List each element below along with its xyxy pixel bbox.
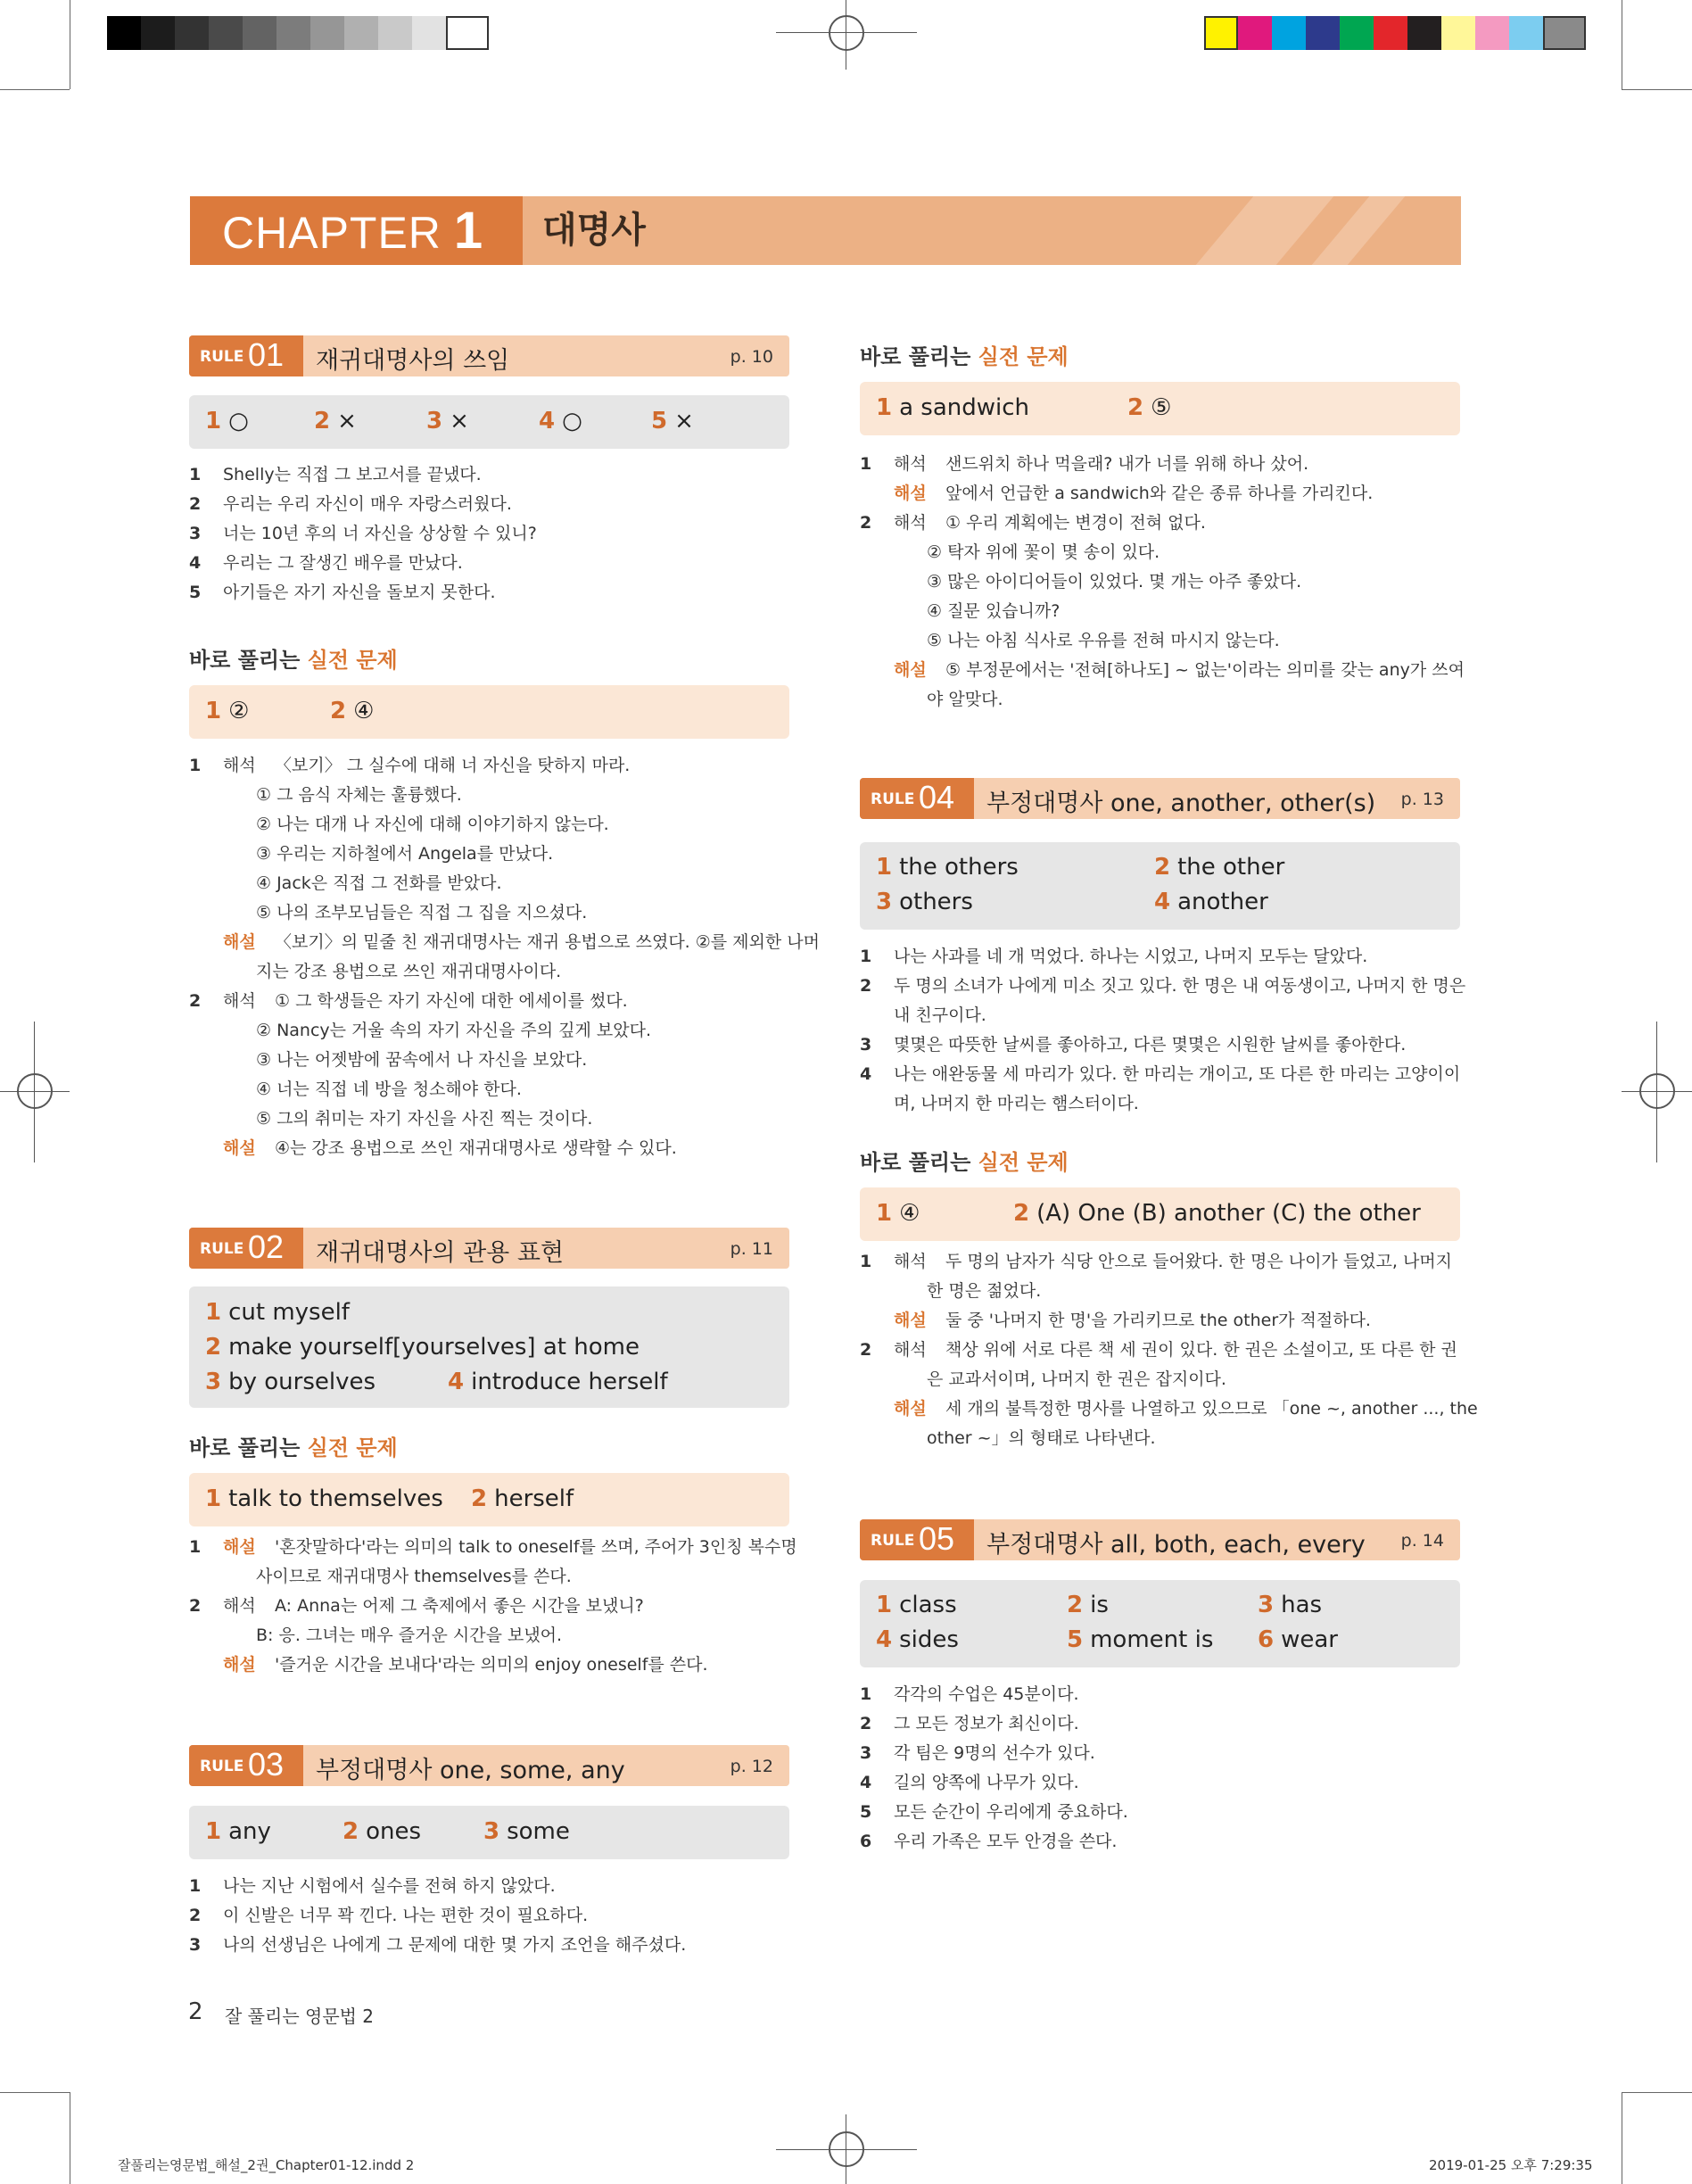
rule-03-answers: 1 any 2 ones 3 some: [189, 1806, 789, 1859]
rule-01-header: RULE 01 재귀대명사의 쓰임 p. 10: [189, 335, 789, 376]
practice-03-explanations: 1 해석 샌드위치 하나 먹을래? 내가 너를 위해 하나 샀어. 해설 앞에서 언급한 a sandwich와 같은 종류 하나를 가리킨다. 2 해석 ① 우리 계획에는 변경이 전혀 없다. ② 탁자 위에 꽃이 몇 송이 있다. ③ 많은 아이디어들이 있었다. 몇 개는 아주 좋았다. ④ 질문 있습니까? ⑤ 나는 아침 식사로 우유를 전혀 마시지 않는다. 해설 ⑤ 부정문에서는 '전혀[하나도] ~ 없는'이라는 의미를 갖는 any가 쓰여 야 알맞다.: [860, 454, 1465, 709]
rule-01-explanations: 1 Shelly는 직접 그 보고서를 끝냈다. 2 우리는 우리 자신이 매우 자랑스러웠다. 3 너는 10년 후의 너 자신을 상상할 수 있니? 4 우리는 그 잘생긴 배우를 만났다. 5 아기들은 자기 자신을 돌보지 못한다.: [189, 465, 537, 602]
rule-02-header: RULE 02 재귀대명사의 관용 표현 p. 11: [189, 1228, 789, 1269]
rule-03-page: p. 12: [730, 1757, 773, 1776]
rule-05-explanations: 1 각각의 수업은 45분이다. 2 그 모든 정보가 최신이다. 3 각 팀은 9명의 선수가 있다. 4 길의 양쪽에 나무가 있다. 5 모든 순간이 우리에게 중요하다. 6 우리 가족은 모두 안경을 쓴다.: [860, 1684, 1128, 1851]
rule-05-header: RULE 05 부정대명사 all, both, each, every p. 14: [860, 1519, 1460, 1560]
rule-01-answers: 1 ○ 2 × 3 × 4 ○ 5 ×: [189, 395, 789, 449]
rule-03-header: RULE 03 부정대명사 one, some, any p. 12: [189, 1745, 789, 1786]
rule-05-answers: 1 class 2 is 3 has 4 sides 5 moment is 6 wear: [860, 1580, 1460, 1667]
practice-02-explanations: 1 해설 '혼잣말하다'라는 의미의 talk to oneself를 쓰며, 주어가 3인칭 복수명 사이므로 재귀대명사 themselves를 쓴다. 2 해석 A: Anna는 어제 그 축제에서 좋은 시간을 보냈니? B: 응. 그녀는 매우 즐거운 시간을 보냈어. 해설 '즐거운 시간을 보내다'라는 의미의 enjoy oneself를 쓴다.: [189, 1537, 797, 1675]
practice-heading-04: 바로 풀리는 실전 문제: [860, 1150, 1069, 1175]
chapter-label: CHAPTER 1: [190, 196, 523, 265]
practice-01-answers: 1 ② 2 ④: [189, 685, 789, 739]
rule-03-title: 부정대명사 one, some, any: [316, 1757, 625, 1784]
rule-04-title: 부정대명사 one, another, other(s): [986, 790, 1376, 817]
rule-04-header: RULE 04 부정대명사 one, another, other(s) p. 13: [860, 778, 1460, 819]
rule-05-page: p. 14: [1400, 1531, 1444, 1551]
rule-04-page: p. 13: [1400, 790, 1444, 809]
rule-01-page: p. 10: [730, 347, 773, 367]
slug-date: 2019-01-25 오후 7:29:35: [1429, 2157, 1593, 2173]
practice-04-explanations: 1 해석 두 명의 남자가 식당 안으로 들어왔다. 한 명은 나이가 들었고, 나머지 한 명은 젊었다. 해설 둘 중 '나머지 한 명'을 가리키므로 the other가 적절하다. 2 해석 책상 위에 서로 다른 책 세 권이 있다. 한 권은 소설이고, 또 다른 한 권 은 교과서이며, 나머지 한 권은 잡지이다. 해설 세 개의 불특정한 명사를 나열하고 있으므로 「one ~, another ..., the other ~」의 형태로 나타낸다.: [860, 1252, 1478, 1448]
book-title: 잘 풀리는 영문법 2: [225, 2006, 375, 2027]
chapter-banner: [190, 196, 1461, 265]
practice-heading-03: 바로 풀리는 실전 문제: [860, 344, 1069, 369]
practice-02-answers: 1 talk to themselves 2 herself: [189, 1473, 789, 1526]
rule-05-title: 부정대명사 all, both, each, every: [986, 1531, 1366, 1559]
practice-01-explanations: 1 해석 〈보기〉 그 실수에 대해 너 자신을 탓하지 마라. ① 그 음식 자체는 훌륭했다. ② 나는 대개 나 자신에 대해 이야기하지 않는다. ③ 우리는 지하철에서 Angela를 만났다. ④ Jack은 직접 그 전화를 받았다. ⑤ 나의 조부모님들은 직접 그 집을 지으셨다. 해설 〈보기〉의 밑줄 친 재귀대명사는 재귀 용법으로 쓰였다. ②를 제외한 나머 지는 강조 용법으로 쓰인 재귀대명사이다. 2 해석 ① 그 학생들은 자기 자신에 대한 에세이를 썼다. ② Nancy는 거울 속의 자기 자신을 주의 깊게 보았다. ③ 나는 어젯밤에 꿈속에서 나 자신을 보았다. ④ 너는 직접 네 방을 청소해야 한다. ⑤ 그의 취미는 자기 자신을 사진 찍는 것이다. 해설 ④는 강조 용법으로 쓰인 재귀대명사로 생략할 수 있다.: [189, 756, 820, 1158]
practice-04-answers: 1 ④ 2 (A) One (B) another (C) the other: [860, 1187, 1460, 1241]
rule-02-answers: 1 cut myself 2 make yourself[yourselves] at home 3 by ourselves 4 introduce herself: [189, 1286, 789, 1408]
chapter-title: 대명사: [542, 210, 646, 251]
practice-03-answers: 1 a sandwich 2 ⑤: [860, 382, 1460, 435]
rule-02-page: p. 11: [730, 1239, 773, 1259]
page-number: 2: [188, 1998, 203, 2025]
practice-heading-02: 바로 풀리는 실전 문제: [189, 1435, 398, 1460]
practice-heading-01: 바로 풀리는 실전 문제: [189, 648, 398, 673]
rule-04-explanations: 1 나는 사과를 네 개 먹었다. 하나는 시었고, 나머지 모두는 달았다. 2 두 명의 소녀가 나에게 미소 짓고 있다. 한 명은 내 여동생이고, 나머지 한 명은 내 친구이다. 3 몇몇은 따뜻한 날씨를 좋아하고, 다른 몇몇은 시원한 날씨를 좋아한다. 4 나는 애완동물 세 마리가 있다. 한 마리는 개이고, 또 다른 한 마리는 고양이이 며, 나머지 한 마리는 햄스터이다.: [860, 947, 1466, 1113]
rule-04-answers: 1 the others 2 the other 3 others 4 another: [860, 842, 1460, 930]
rule-03-explanations: 1 나는 지난 시험에서 실수를 전혀 하지 않았다. 2 이 신발은 너무 꽉 낀다. 나는 편한 것이 필요하다. 3 나의 선생님은 나에게 그 문제에 대한 몇 가지 조언을 해주셨다.: [189, 1876, 687, 1955]
rule-01-title: 재귀대명사의 쓰임: [316, 347, 510, 375]
rule-02-title: 재귀대명사의 관용 표현: [316, 1239, 564, 1267]
slug-filename: 잘풀리는영문법_해설_2권_Chapter01-12.indd 2: [118, 2157, 415, 2173]
